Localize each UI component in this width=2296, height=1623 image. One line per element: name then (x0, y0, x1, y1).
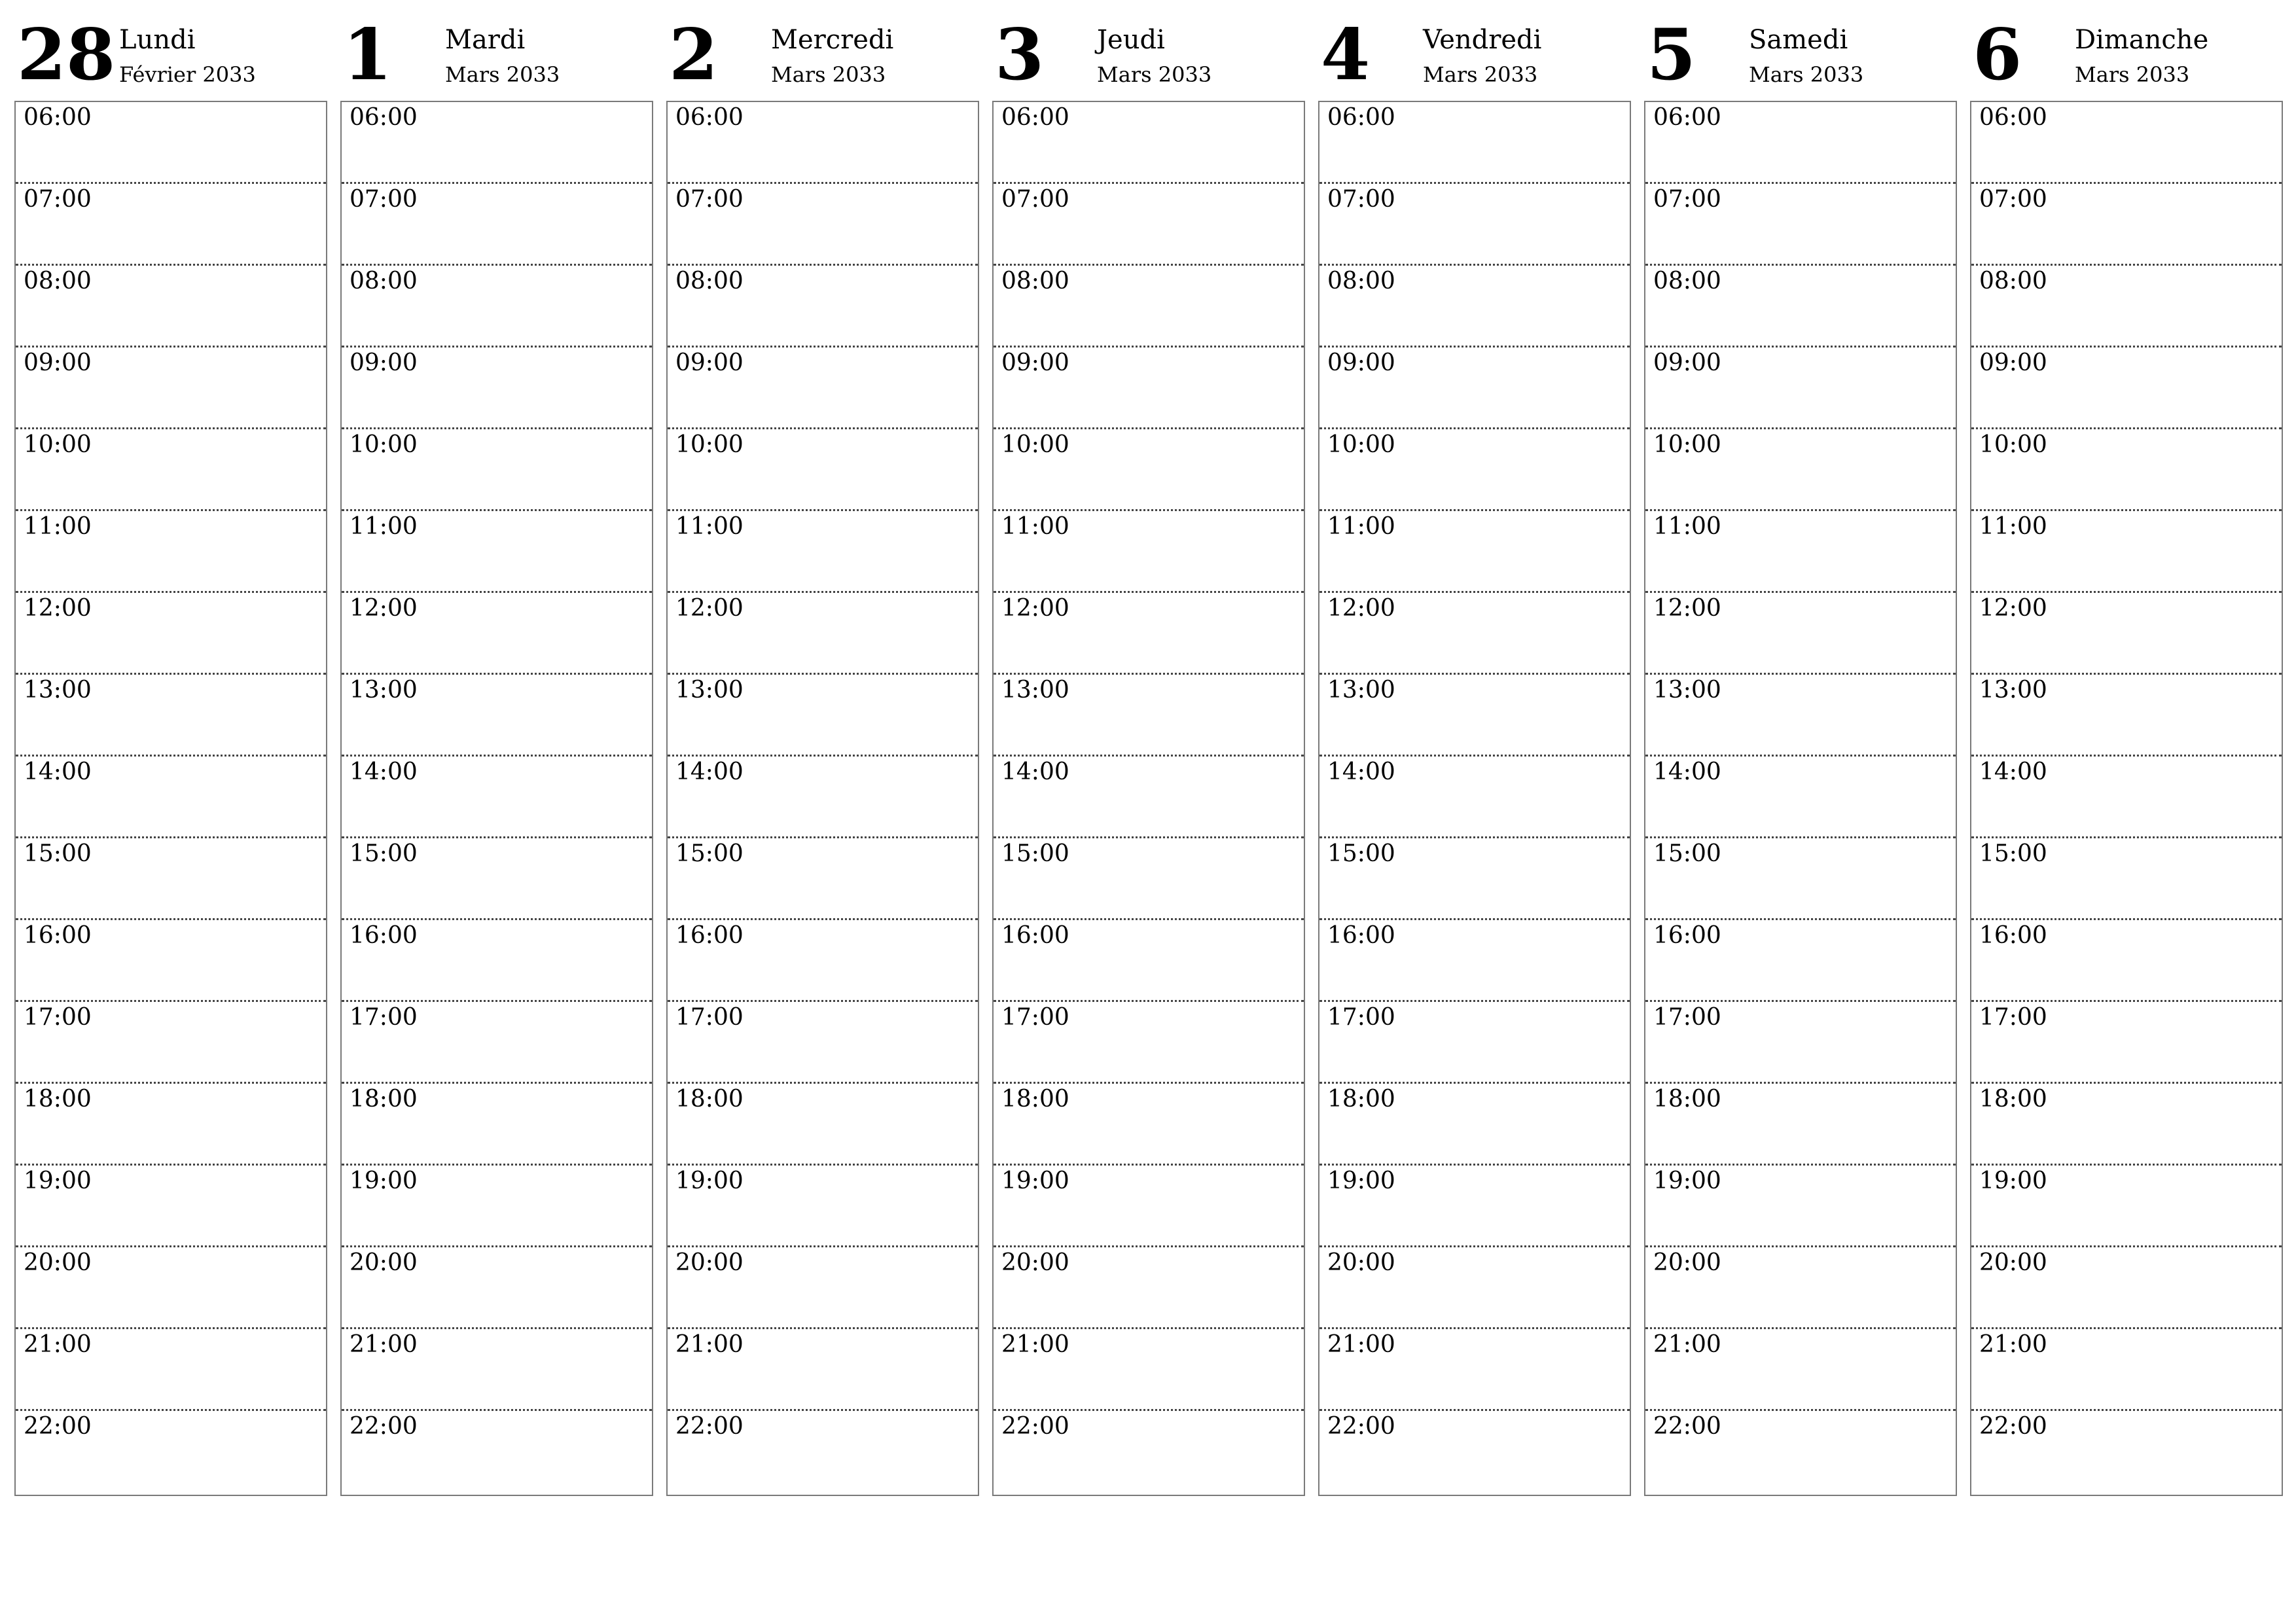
hour-slot[interactable] (1645, 757, 1956, 838)
hour-slot[interactable] (668, 429, 978, 511)
hour-slot[interactable] (1319, 593, 1630, 675)
hour-label: 17:00 (24, 1004, 92, 1031)
hour-slot[interactable] (1319, 675, 1630, 757)
hour-slot[interactable] (342, 920, 652, 1002)
hour-slot[interactable] (994, 1411, 1304, 1493)
hour-slot[interactable] (16, 102, 326, 184)
hour-slot[interactable] (342, 1084, 652, 1166)
hour-label: 19:00 (1653, 1168, 1721, 1194)
hour-label: 16:00 (1327, 922, 1395, 949)
hour-slot[interactable] (1319, 1329, 1630, 1411)
hour-label: 18:00 (350, 1086, 418, 1113)
hour-slot[interactable] (1645, 1329, 1956, 1411)
hour-label: 22:00 (1653, 1413, 1721, 1440)
hour-slot[interactable] (342, 757, 652, 838)
hour-label: 12:00 (1327, 595, 1395, 622)
hour-label: 08:00 (1001, 268, 1069, 294)
hour-label: 20:00 (24, 1249, 92, 1276)
hour-slot[interactable] (1645, 675, 1956, 757)
hour-slot[interactable] (668, 1084, 978, 1166)
hour-label: 10:00 (24, 431, 92, 458)
hour-slot[interactable] (1645, 1002, 1956, 1084)
hour-slot[interactable] (994, 348, 1304, 429)
hour-label: 13:00 (1653, 677, 1721, 704)
hours-box (1644, 101, 1957, 1496)
hour-slot[interactable] (668, 920, 978, 1002)
hour-label: 22:00 (1001, 1413, 1069, 1440)
hour-slot[interactable] (16, 920, 326, 1002)
hour-label: 11:00 (1327, 513, 1395, 540)
hour-label: 16:00 (675, 922, 744, 949)
month-year: Mars 2033 (1097, 62, 1212, 87)
day-name: Lundi (119, 25, 196, 55)
hour-slot[interactable] (1645, 593, 1956, 675)
month-year: Mars 2033 (2075, 62, 2190, 87)
hour-slot[interactable] (994, 757, 1304, 838)
hour-label: 15:00 (24, 840, 92, 867)
hour-label: 13:00 (1001, 677, 1069, 704)
hour-slot[interactable] (16, 184, 326, 266)
day-number: 1 (343, 14, 393, 96)
hour-label: 17:00 (1979, 1004, 2047, 1031)
hour-label: 18:00 (1327, 1086, 1395, 1113)
hour-slot[interactable] (1971, 1002, 2282, 1084)
hour-label: 06:00 (350, 104, 418, 131)
hour-label: 16:00 (1001, 922, 1069, 949)
hour-label: 22:00 (350, 1413, 418, 1440)
hour-slot[interactable] (668, 1411, 978, 1493)
hour-label: 09:00 (1001, 349, 1069, 376)
hour-slot[interactable] (1971, 1247, 2282, 1329)
hour-slot[interactable] (16, 1002, 326, 1084)
hour-slot[interactable] (1645, 266, 1956, 348)
hour-label: 09:00 (675, 349, 744, 376)
hour-slot[interactable] (994, 429, 1304, 511)
hour-slot[interactable] (1319, 1002, 1630, 1084)
hour-label: 21:00 (24, 1331, 92, 1358)
hours-box (1970, 101, 2283, 1496)
hour-label: 07:00 (1979, 186, 2047, 213)
hour-slot[interactable] (668, 757, 978, 838)
hour-label: 22:00 (675, 1413, 744, 1440)
hour-slot[interactable] (342, 838, 652, 920)
hour-label: 11:00 (24, 513, 92, 540)
hour-slot[interactable] (342, 1002, 652, 1084)
hour-label: 21:00 (350, 1331, 418, 1358)
hour-label: 11:00 (1653, 513, 1721, 540)
hour-label: 06:00 (1001, 104, 1069, 131)
day-name: Mardi (445, 25, 526, 55)
hour-slot[interactable] (668, 348, 978, 429)
hour-slot[interactable] (668, 1166, 978, 1247)
hour-slot[interactable] (994, 511, 1304, 593)
hour-slot[interactable] (1971, 838, 2282, 920)
hour-label: 15:00 (675, 840, 744, 867)
hour-slot[interactable] (16, 1166, 326, 1247)
hour-slot[interactable] (1645, 1166, 1956, 1247)
hour-label: 14:00 (675, 758, 744, 785)
hour-label: 19:00 (24, 1168, 92, 1194)
hour-label: 08:00 (675, 268, 744, 294)
hour-slot[interactable] (1319, 1411, 1630, 1493)
month-year: Mars 2033 (445, 62, 560, 87)
hour-slot[interactable] (668, 511, 978, 593)
hour-label: 15:00 (1979, 840, 2047, 867)
hours-box (1318, 101, 1631, 1496)
hour-label: 07:00 (1327, 186, 1395, 213)
hour-slot[interactable] (994, 838, 1304, 920)
hour-label: 07:00 (1653, 186, 1721, 213)
day-number: 3 (995, 14, 1045, 96)
hour-slot[interactable] (342, 429, 652, 511)
hour-label: 09:00 (24, 349, 92, 376)
hour-label: 18:00 (675, 1086, 744, 1113)
hour-slot[interactable] (668, 675, 978, 757)
hour-label: 14:00 (1327, 758, 1395, 785)
hour-label: 18:00 (24, 1086, 92, 1113)
hour-label: 22:00 (1979, 1413, 2047, 1440)
hour-slot[interactable] (994, 593, 1304, 675)
hour-slot[interactable] (16, 1411, 326, 1493)
day-name: Vendredi (1423, 25, 1542, 55)
hour-slot[interactable] (342, 102, 652, 184)
hour-label: 12:00 (1653, 595, 1721, 622)
hour-slot[interactable] (342, 1411, 652, 1493)
hour-slot[interactable] (1971, 511, 2282, 593)
hour-slot[interactable] (994, 920, 1304, 1002)
hour-label: 20:00 (350, 1249, 418, 1276)
hour-label: 06:00 (675, 104, 744, 131)
hour-label: 08:00 (1979, 268, 2047, 294)
hour-slot[interactable] (342, 1247, 652, 1329)
hour-slot[interactable] (668, 593, 978, 675)
hour-label: 14:00 (1653, 758, 1721, 785)
hour-label: 20:00 (1653, 1249, 1721, 1276)
hour-slot[interactable] (342, 348, 652, 429)
hour-label: 09:00 (1653, 349, 1721, 376)
hour-slot[interactable] (342, 184, 652, 266)
hour-label: 07:00 (350, 186, 418, 213)
month-year: Mars 2033 (1423, 62, 1538, 87)
hour-slot[interactable] (16, 348, 326, 429)
hour-label: 16:00 (1979, 922, 2047, 949)
hour-label: 11:00 (350, 513, 418, 540)
hour-slot[interactable] (994, 266, 1304, 348)
hour-label: 07:00 (675, 186, 744, 213)
hour-slot[interactable] (668, 266, 978, 348)
hour-label: 17:00 (675, 1004, 744, 1031)
hour-slot[interactable] (994, 1166, 1304, 1247)
day-header (1318, 0, 1631, 98)
hour-slot[interactable] (1645, 1084, 1956, 1166)
hour-label: 16:00 (350, 922, 418, 949)
hour-slot[interactable] (668, 1002, 978, 1084)
hour-slot[interactable] (342, 593, 652, 675)
hour-label: 15:00 (1327, 840, 1395, 867)
hour-slot[interactable] (342, 1166, 652, 1247)
hour-label: 11:00 (1001, 513, 1069, 540)
hour-slot[interactable] (16, 511, 326, 593)
hour-slot[interactable] (668, 184, 978, 266)
hour-label: 20:00 (1001, 1249, 1069, 1276)
hour-label: 16:00 (24, 922, 92, 949)
hour-slot[interactable] (1319, 757, 1630, 838)
hour-slot[interactable] (994, 184, 1304, 266)
hour-slot[interactable] (1971, 429, 2282, 511)
day-header (340, 0, 653, 98)
hour-label: 14:00 (24, 758, 92, 785)
hours-box (992, 101, 1305, 1496)
hour-label: 10:00 (1653, 431, 1721, 458)
hour-slot[interactable] (1971, 1166, 2282, 1247)
hour-label: 19:00 (1001, 1168, 1069, 1194)
hour-slot[interactable] (668, 1247, 978, 1329)
hour-slot[interactable] (668, 838, 978, 920)
hour-label: 09:00 (1327, 349, 1395, 376)
hours-box (666, 101, 979, 1496)
hour-slot[interactable] (1319, 266, 1630, 348)
hour-slot[interactable] (1319, 1247, 1630, 1329)
hour-label: 12:00 (1979, 595, 2047, 622)
hour-slot[interactable] (16, 266, 326, 348)
hour-slot[interactable] (994, 1084, 1304, 1166)
hour-slot[interactable] (1319, 429, 1630, 511)
hour-slot[interactable] (16, 1247, 326, 1329)
hour-label: 15:00 (1001, 840, 1069, 867)
hour-label: 21:00 (675, 1331, 744, 1358)
hour-label: 11:00 (1979, 513, 2047, 540)
hour-slot[interactable] (16, 757, 326, 838)
hour-label: 06:00 (1327, 104, 1395, 131)
hour-label: 07:00 (1001, 186, 1069, 213)
hour-slot[interactable] (1645, 920, 1956, 1002)
hour-label: 21:00 (1979, 1331, 2047, 1358)
month-year: Mars 2033 (1749, 62, 1864, 87)
hour-slot[interactable] (1971, 675, 2282, 757)
hour-slot[interactable] (16, 1084, 326, 1166)
hour-slot[interactable] (1645, 1411, 1956, 1493)
hour-slot[interactable] (994, 102, 1304, 184)
hour-label: 22:00 (24, 1413, 92, 1440)
hour-slot[interactable] (1319, 102, 1630, 184)
hour-slot[interactable] (1971, 184, 2282, 266)
hour-slot[interactable] (16, 838, 326, 920)
hour-slot[interactable] (16, 593, 326, 675)
day-number: 6 (1973, 14, 2022, 96)
hour-label: 19:00 (675, 1168, 744, 1194)
hour-label: 13:00 (1979, 677, 2047, 704)
hour-slot[interactable] (668, 102, 978, 184)
hour-slot[interactable] (342, 266, 652, 348)
hour-label: 17:00 (1653, 1004, 1721, 1031)
hour-slot[interactable] (1971, 1084, 2282, 1166)
hour-slot[interactable] (1971, 1411, 2282, 1493)
hour-slot[interactable] (342, 675, 652, 757)
hour-label: 20:00 (1327, 1249, 1395, 1276)
hour-label: 12:00 (1001, 595, 1069, 622)
hour-label: 13:00 (1327, 677, 1395, 704)
hour-label: 15:00 (350, 840, 418, 867)
hour-label: 15:00 (1653, 840, 1721, 867)
hour-slot[interactable] (16, 429, 326, 511)
hour-slot[interactable] (1319, 1166, 1630, 1247)
hour-slot[interactable] (1645, 184, 1956, 266)
hour-label: 16:00 (1653, 922, 1721, 949)
hour-slot[interactable] (1319, 184, 1630, 266)
hour-label: 18:00 (1979, 1086, 2047, 1113)
hour-label: 10:00 (1001, 431, 1069, 458)
hour-label: 10:00 (1979, 431, 2047, 458)
hour-slot[interactable] (342, 511, 652, 593)
hour-label: 17:00 (1001, 1004, 1069, 1031)
hour-slot[interactable] (1645, 1247, 1956, 1329)
day-number: 4 (1321, 14, 1371, 96)
hour-label: 20:00 (1979, 1249, 2047, 1276)
hour-label: 09:00 (350, 349, 418, 376)
hour-slot[interactable] (1645, 102, 1956, 184)
hour-label: 19:00 (1979, 1168, 2047, 1194)
hour-slot[interactable] (1971, 266, 2282, 348)
day-header (992, 0, 1305, 98)
hour-label: 14:00 (350, 758, 418, 785)
hour-slot[interactable] (16, 1329, 326, 1411)
hour-slot[interactable] (1319, 838, 1630, 920)
hour-label: 06:00 (1653, 104, 1721, 131)
hour-label: 18:00 (1653, 1086, 1721, 1113)
day-name: Dimanche (2075, 25, 2209, 55)
hour-slot[interactable] (994, 1247, 1304, 1329)
day-number: 2 (669, 14, 719, 96)
day-name: Jeudi (1097, 25, 1165, 55)
hour-slot[interactable] (1319, 348, 1630, 429)
day-header (666, 0, 979, 98)
day-number: 5 (1647, 14, 1696, 96)
day-name: Samedi (1749, 25, 1848, 55)
hour-label: 13:00 (24, 677, 92, 704)
hour-label: 08:00 (1327, 268, 1395, 294)
hour-label: 13:00 (350, 677, 418, 704)
hour-slot[interactable] (16, 675, 326, 757)
hour-slot[interactable] (1971, 757, 2282, 838)
hour-slot[interactable] (994, 1329, 1304, 1411)
month-year: Mars 2033 (771, 62, 886, 87)
hour-slot[interactable] (1971, 920, 2282, 1002)
hour-label: 12:00 (675, 595, 744, 622)
hour-slot[interactable] (1971, 102, 2282, 184)
hour-label: 18:00 (1001, 1086, 1069, 1113)
day-name: Mercredi (771, 25, 894, 55)
month-year: Février 2033 (119, 62, 256, 87)
hour-label: 10:00 (350, 431, 418, 458)
hour-label: 10:00 (1327, 431, 1395, 458)
hours-box (340, 101, 653, 1496)
hour-slot[interactable] (1319, 511, 1630, 593)
day-header (1644, 0, 1957, 98)
hour-label: 10:00 (675, 431, 744, 458)
hour-label: 09:00 (1979, 349, 2047, 376)
hour-slot[interactable] (668, 1329, 978, 1411)
hour-label: 08:00 (1653, 268, 1721, 294)
hour-slot[interactable] (1645, 838, 1956, 920)
hour-label: 19:00 (350, 1168, 418, 1194)
hour-label: 06:00 (24, 104, 92, 131)
hour-slot[interactable] (994, 1002, 1304, 1084)
hour-slot[interactable] (1645, 429, 1956, 511)
hour-slot[interactable] (342, 1329, 652, 1411)
hour-slot[interactable] (1971, 1329, 2282, 1411)
hour-label: 07:00 (24, 186, 92, 213)
hour-label: 19:00 (1327, 1168, 1395, 1194)
hour-slot[interactable] (1645, 511, 1956, 593)
hour-slot[interactable] (1645, 348, 1956, 429)
hour-label: 21:00 (1653, 1331, 1721, 1358)
hour-slot[interactable] (1319, 920, 1630, 1002)
hour-label: 14:00 (1979, 758, 2047, 785)
day-number: 28 (17, 14, 116, 96)
hour-slot[interactable] (1971, 348, 2282, 429)
day-header (1970, 0, 2283, 98)
hour-label: 21:00 (1327, 1331, 1395, 1358)
hour-label: 13:00 (675, 677, 744, 704)
hour-label: 08:00 (24, 268, 92, 294)
hour-label: 21:00 (1001, 1331, 1069, 1358)
hour-label: 17:00 (1327, 1004, 1395, 1031)
hour-label: 12:00 (24, 595, 92, 622)
hour-slot[interactable] (1971, 593, 2282, 675)
hour-label: 20:00 (675, 1249, 744, 1276)
hour-label: 08:00 (350, 268, 418, 294)
hours-box (14, 101, 327, 1496)
hour-label: 11:00 (675, 513, 744, 540)
hour-label: 22:00 (1327, 1413, 1395, 1440)
hour-label: 17:00 (350, 1004, 418, 1031)
day-header (14, 0, 327, 98)
hour-label: 06:00 (1979, 104, 2047, 131)
hour-label: 14:00 (1001, 758, 1069, 785)
hour-slot[interactable] (994, 675, 1304, 757)
hour-label: 12:00 (350, 595, 418, 622)
hour-slot[interactable] (1319, 1084, 1630, 1166)
